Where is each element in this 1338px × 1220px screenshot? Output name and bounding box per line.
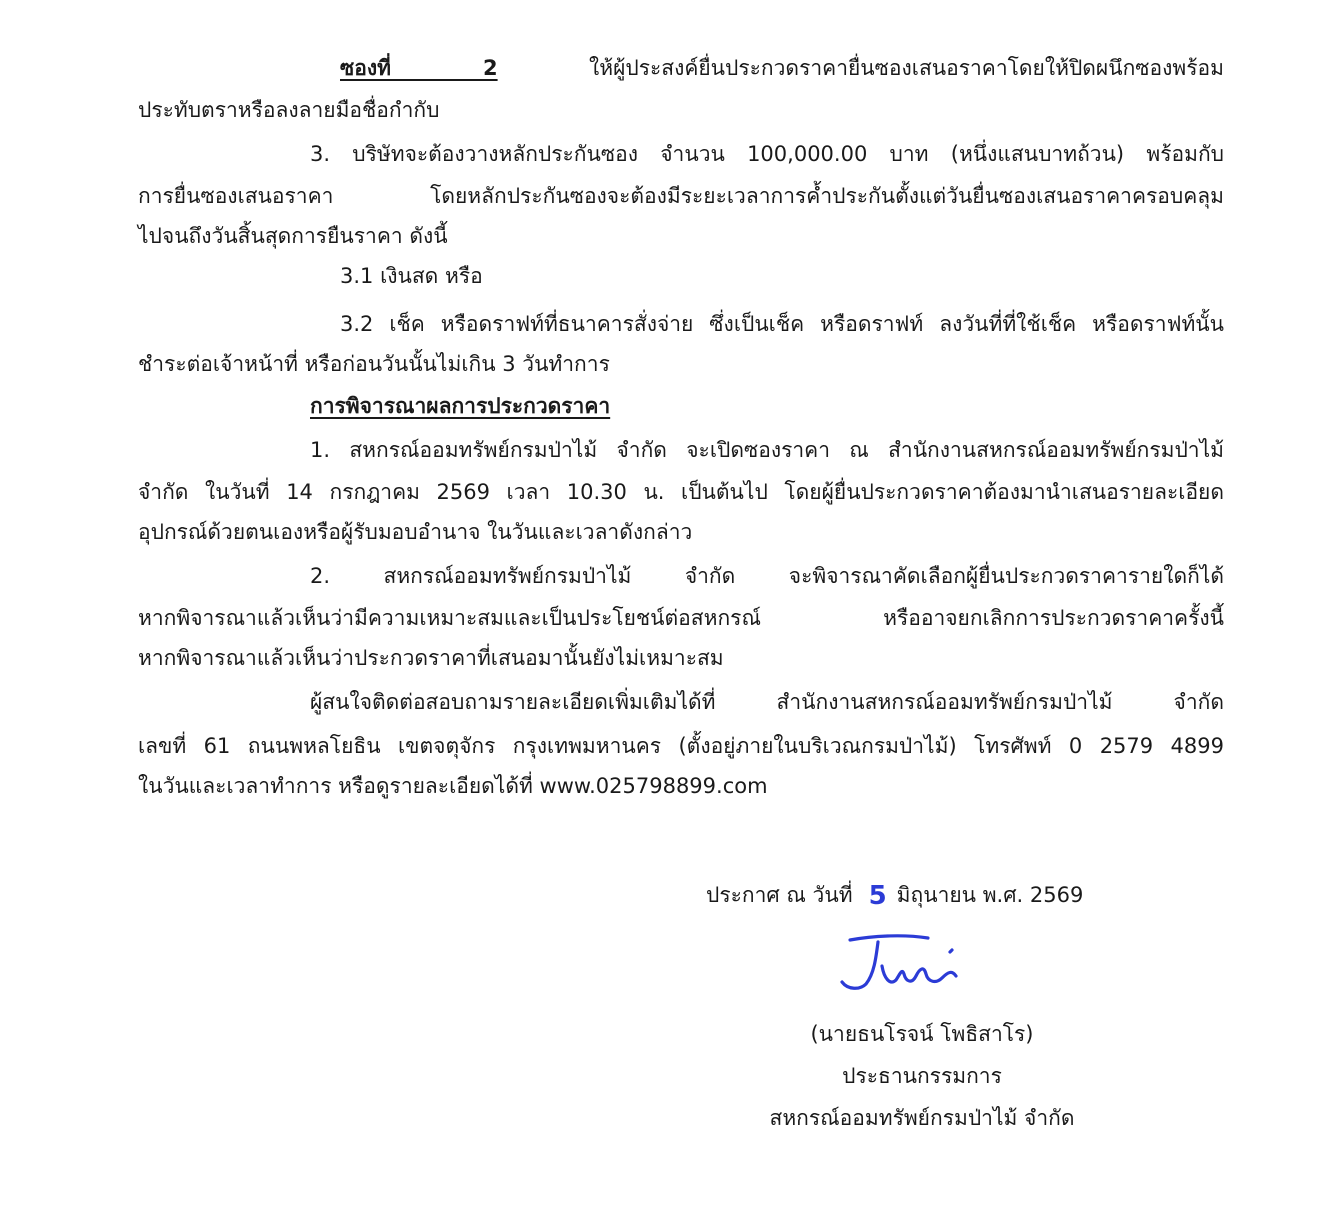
signatory-position: ประธานกรรมการ bbox=[842, 1064, 1002, 1088]
signatory-organization: สหกรณ์ออมทรัพย์กรมป่าไม้ จำกัด bbox=[769, 1106, 1075, 1130]
envelope2-text: ให้ผู้ประสงค์ยื่นประกวดราคายื่นซองเสนอราคาโดยให้ปิดผนึกซองพร้อม bbox=[588, 56, 1224, 80]
clause3-item2-line1: 3.2 เช็ค หรือดราฟท์ที่ธนาคารสั่งจ่าย ซึ่งเป็นเช็ค หรือดราฟท์ ลงวันที่ที่ใช้เช็ค หรือดราฟท์นั้น bbox=[340, 312, 1224, 336]
clause3-line3: ไปจนถึงวันสิ้นสุดการยืนราคา ดังนี้ bbox=[138, 224, 448, 248]
envelope2-heading: ซองที่ 2 bbox=[340, 56, 498, 80]
signatory-name: (นายธนโรจน์ โพธิสาโร) bbox=[810, 1022, 1034, 1046]
consideration-heading: การพิจารณาผลการประกวดราคา bbox=[310, 394, 611, 418]
signature-icon bbox=[832, 930, 982, 998]
consideration-item1-line2: จำกัด ในวันที่ 14 กรกฎาคม 2569 เวลา 10.30 น. เป็นต้นไป โดยผู้ยื่นประกวดราคาต้องมานำเสนอรายละเอียด bbox=[138, 480, 1224, 504]
contact-line2: เลขที่ 61 ถนนพหลโยธิน เขตจตุจักร กรุงเทพมหานคร (ตั้งอยู่ภายในบริเวณกรมป่าไม้) โทรศัพท์ 0 2579 4899 bbox=[138, 734, 1224, 758]
clause3-item1: 3.1 เงินสด หรือ bbox=[340, 264, 483, 288]
clause3-line1: 3. บริษัทจะต้องวางหลักประกันซอง จำนวน 100,000.00 บาท (หนึ่งแสนบาทถ้วน) พร้อมกับ bbox=[310, 142, 1224, 166]
clause3-line2: การยื่นซองเสนอราคา โดยหลักประกันซองจะต้องมีระยะเวลาการค้ำประกันตั้งแต่วันยื่นซองเสนอราคาครอบคลุม bbox=[138, 184, 1224, 208]
consideration-item1-line1: 1. สหกรณ์ออมทรัพย์กรมป่าไม้ จำกัด จะเปิดซองราคา ณ สำนักงานสหกรณ์ออมทรัพย์กรมป่าไม้ bbox=[310, 438, 1224, 462]
consideration-item2-line1: 2. สหกรณ์ออมทรัพย์กรมป่าไม้ จำกัด จะพิจารณาคัดเลือกผู้ยื่นประกวดราคารายใดก็ได้ bbox=[310, 564, 1224, 588]
envelope2-line2: ประทับตราหรือลงลายมือชื่อกำกับ bbox=[138, 98, 440, 122]
handwritten-day: 5 bbox=[868, 881, 887, 911]
clause3-item2-line2: ชำระต่อเจ้าหน้าที่ หรือก่อนวันนั้นไม่เกิน 3 วันทำการ bbox=[138, 352, 610, 376]
announcement-date: ประกาศ ณ วันที่ 5 มิถุนายน พ.ศ. 2569 bbox=[706, 881, 1084, 911]
consideration-item1-line3: อุปกรณ์ด้วยตนเองหรือผู้รับมอบอำนาจ ในวันและเวลาดังกล่าว bbox=[138, 520, 693, 544]
contact-line1: ผู้สนใจติดต่อสอบถามรายละเอียดเพิ่มเติมได้ที่ สำนักงานสหกรณ์ออมทรัพย์กรมป่าไม้ จำกัด bbox=[310, 690, 1224, 714]
consideration-item2-line3: หากพิจารณาแล้วเห็นว่าประกวดราคาที่เสนอมานั้นยังไม่เหมาะสม bbox=[138, 646, 724, 670]
consideration-item2-line2: หากพิจารณาแล้วเห็นว่ามีความเหมาะสมและเป็นประโยชน์ต่อสหกรณ์ หรืออาจยกเลิกการประกวดราคาครั้งนี้ bbox=[138, 606, 1224, 630]
envelope2-line1 bbox=[340, 54, 1224, 82]
contact-line3: ในวันและเวลาทำการ หรือดูรายละเอียดได้ที่ www.025798899.com bbox=[138, 774, 768, 798]
